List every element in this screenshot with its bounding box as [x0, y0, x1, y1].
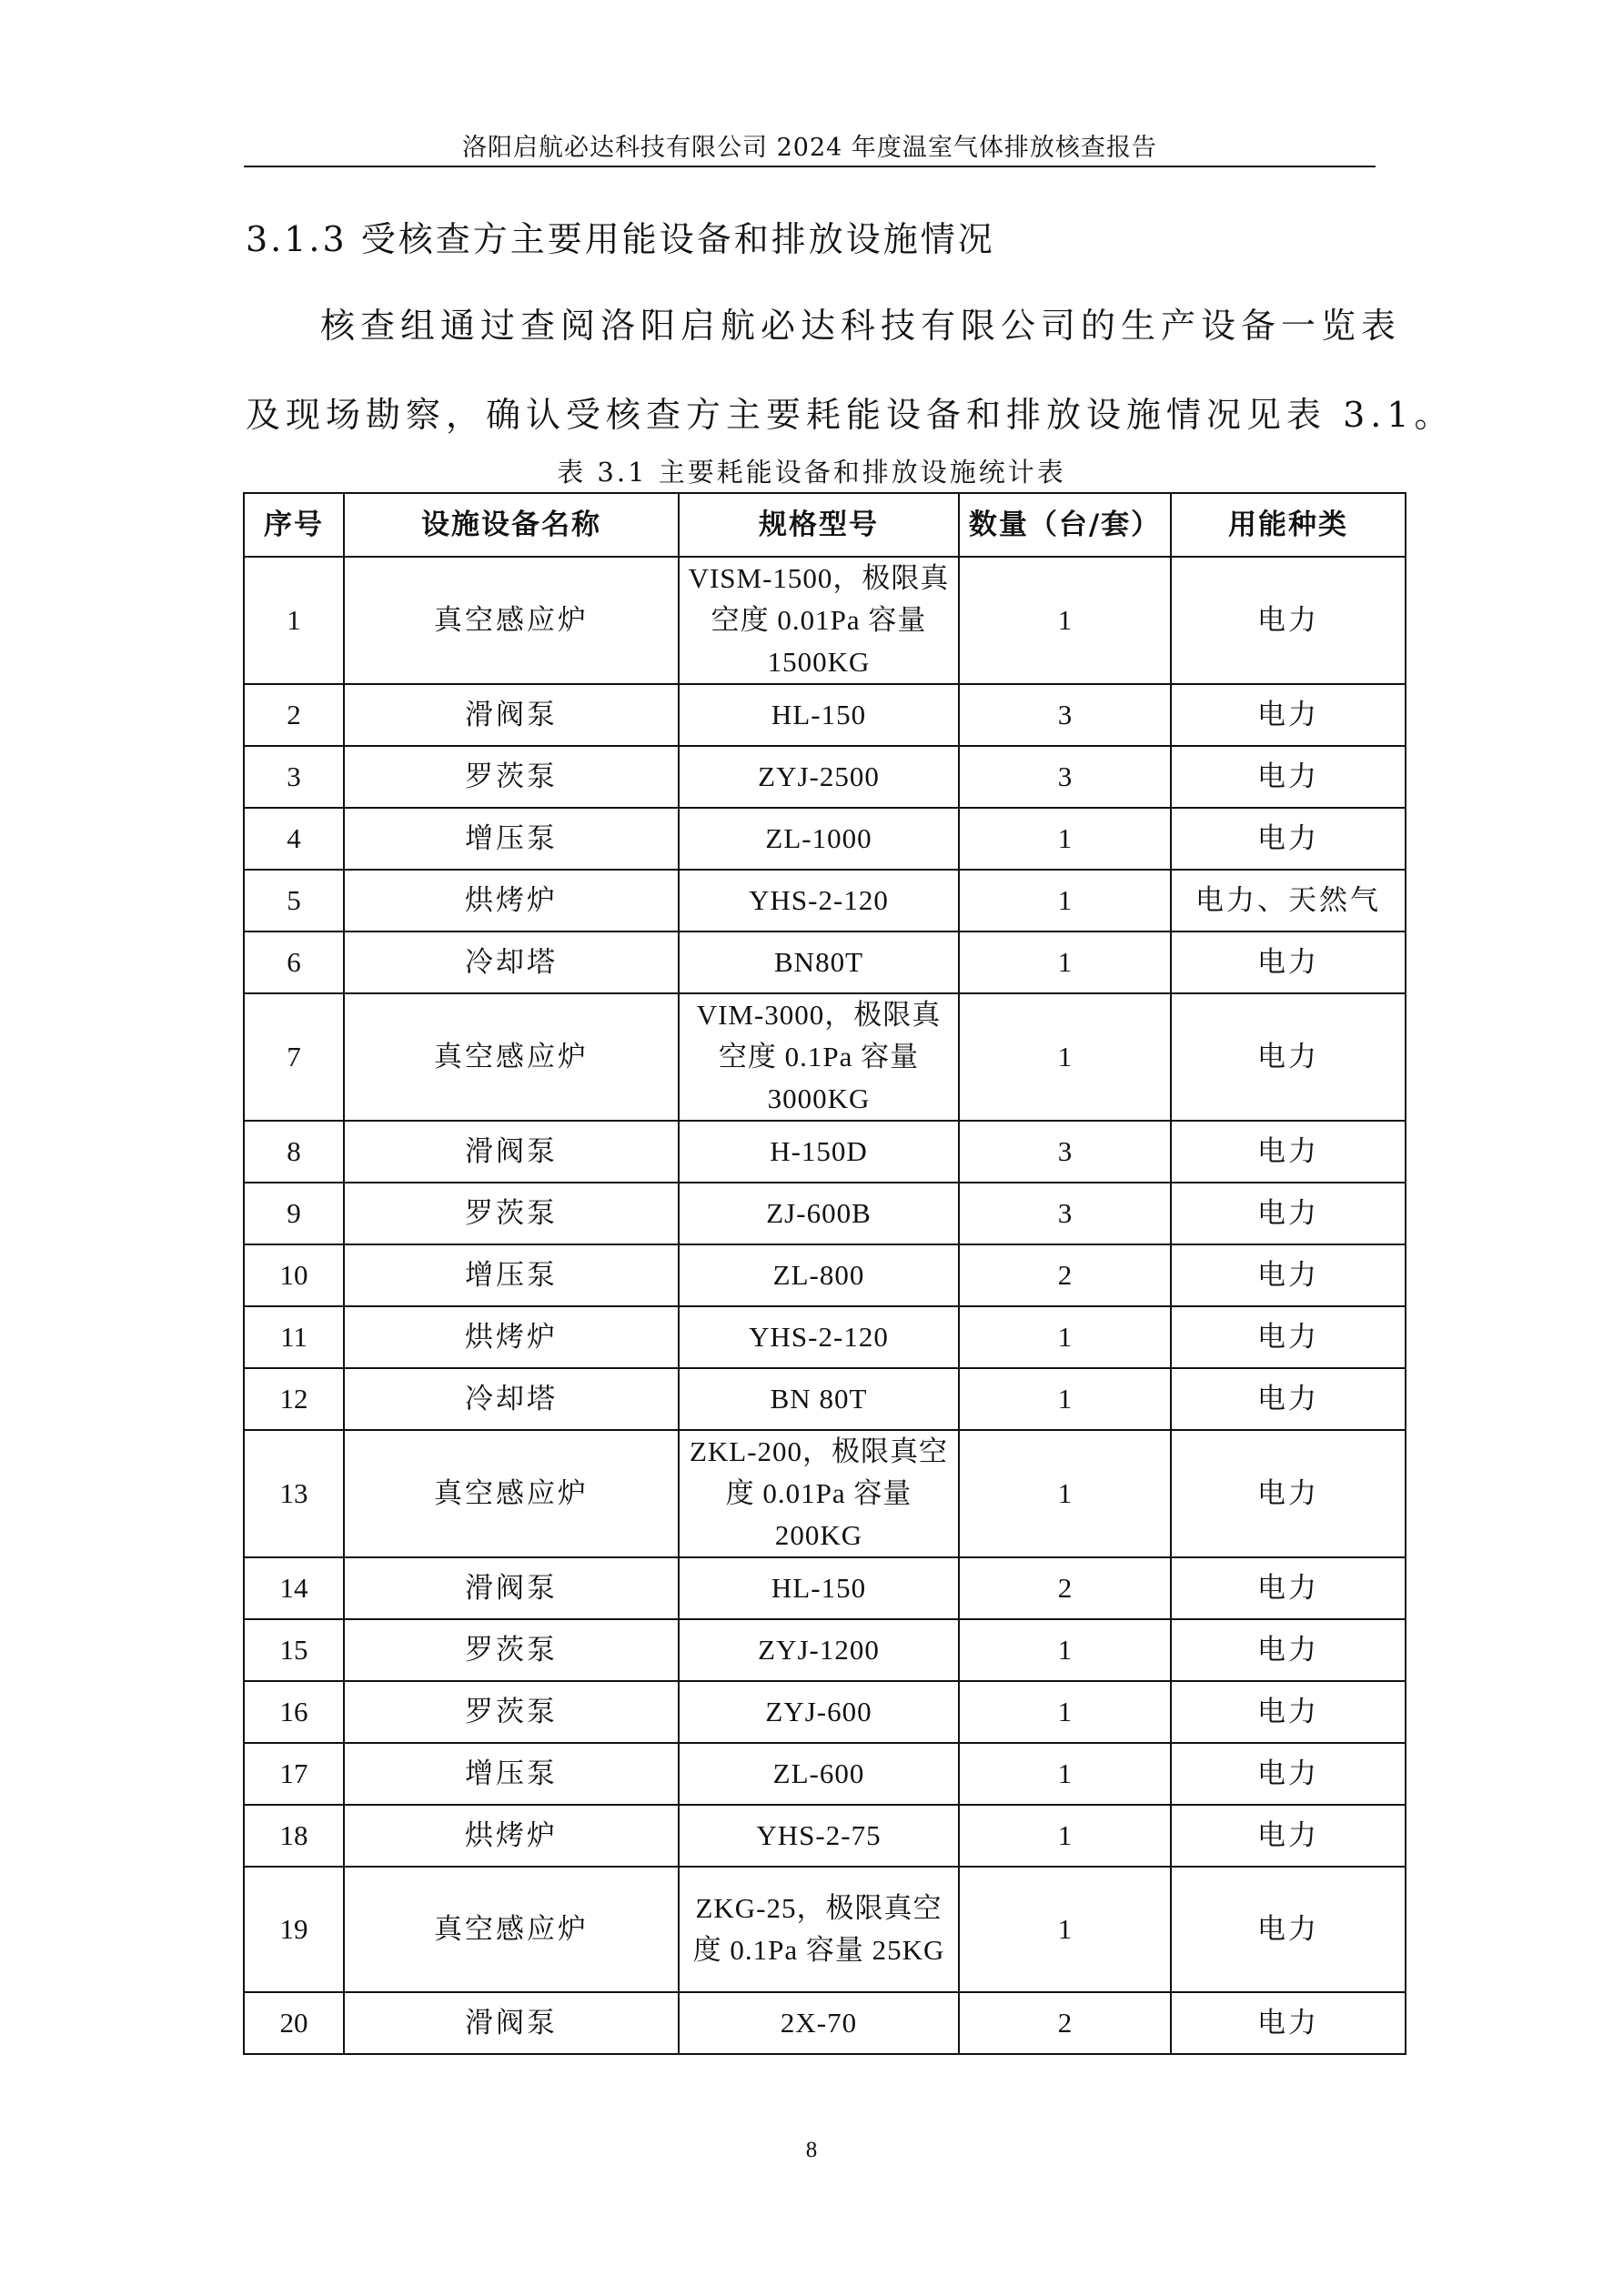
- table-row: [244, 870, 1406, 931]
- cell-seq: 6: [244, 931, 344, 993]
- cell-name: 真空感应炉: [344, 557, 679, 684]
- body-paragraph-line-2: 及现场勘察，确认受核查方主要耗能设备和排放设施情况见表 3.1。: [246, 395, 1455, 435]
- cell-qty: 1: [959, 557, 1171, 684]
- body-paragraph-line-1: 核查组通过查阅洛阳启航必达科技有限公司的生产设备一览表: [320, 306, 1402, 346]
- column-header-qty: 数量（台/套）: [959, 493, 1171, 557]
- table-header-row: [244, 493, 1406, 557]
- cell-energy: 电力: [1171, 1244, 1406, 1306]
- cell-name: 罗茨泵: [344, 1681, 679, 1743]
- cell-name: 滑阀泵: [344, 1992, 679, 2054]
- cell-seq: 16: [244, 1681, 344, 1743]
- table-row: [244, 993, 1406, 1121]
- cell-spec: ZYJ-600: [679, 1681, 959, 1743]
- cell-spec: ZL-600: [679, 1743, 959, 1805]
- cell-spec: YHS-2-120: [679, 1306, 959, 1368]
- cell-energy: 电力: [1171, 1430, 1406, 1557]
- table-caption: 表 3.1 主要耗能设备和排放设施统计表: [557, 457, 1066, 488]
- cell-spec: YHS-2-120: [679, 870, 959, 931]
- table-row: [244, 1681, 1406, 1743]
- table-row: [244, 684, 1406, 746]
- cell-energy: 电力: [1171, 931, 1406, 993]
- cell-spec: VIM-3000，极限真空度 0.1Pa 容量 3000KG: [679, 993, 959, 1121]
- cell-spec: ZJ-600B: [679, 1183, 959, 1244]
- cell-qty: 2: [959, 1244, 1171, 1306]
- cell-name: 冷却塔: [344, 1368, 679, 1430]
- cell-qty: 1: [959, 1681, 1171, 1743]
- cell-seq: 3: [244, 746, 344, 808]
- table-row: [244, 1867, 1406, 1992]
- cell-name: 烘烤炉: [344, 870, 679, 931]
- cell-name: 真空感应炉: [344, 1867, 679, 1992]
- table-row: [244, 1121, 1406, 1183]
- cell-seq: 13: [244, 1430, 344, 1557]
- cell-spec: ZYJ-1200: [679, 1619, 959, 1681]
- cell-name: 罗茨泵: [344, 1619, 679, 1681]
- cell-seq: 18: [244, 1805, 344, 1867]
- cell-energy: 电力: [1171, 1121, 1406, 1183]
- table-row: [244, 1244, 1406, 1306]
- column-header-spec: 规格型号: [679, 493, 959, 557]
- report-header-title: 洛阳启航必达科技有限公司 2024 年度温室气体排放核查报告: [462, 134, 1157, 162]
- table-row: [244, 1619, 1406, 1681]
- cell-qty: 3: [959, 1121, 1171, 1183]
- table-row: [244, 1183, 1406, 1244]
- cell-qty: 1: [959, 931, 1171, 993]
- cell-name: 烘烤炉: [344, 1805, 679, 1867]
- cell-seq: 11: [244, 1306, 344, 1368]
- cell-name: 滑阀泵: [344, 1557, 679, 1619]
- cell-seq: 5: [244, 870, 344, 931]
- cell-qty: 3: [959, 1183, 1171, 1244]
- cell-qty: 1: [959, 993, 1171, 1121]
- cell-seq: 1: [244, 557, 344, 684]
- cell-qty: 2: [959, 1992, 1171, 2054]
- cell-name: 罗茨泵: [344, 746, 679, 808]
- cell-seq: 15: [244, 1619, 344, 1681]
- table-row: [244, 1557, 1406, 1619]
- cell-spec: BN 80T: [679, 1368, 959, 1430]
- table-row: [244, 557, 1406, 684]
- cell-energy: 电力: [1171, 557, 1406, 684]
- cell-seq: 20: [244, 1992, 344, 2054]
- cell-energy: 电力: [1171, 808, 1406, 870]
- table-row: [244, 931, 1406, 993]
- table-row: [244, 1743, 1406, 1805]
- cell-seq: 2: [244, 684, 344, 746]
- cell-qty: 1: [959, 1306, 1171, 1368]
- table-row: [244, 746, 1406, 808]
- cell-name: 增压泵: [344, 808, 679, 870]
- cell-qty: 1: [959, 808, 1171, 870]
- cell-energy: 电力: [1171, 1306, 1406, 1368]
- header-divider: [244, 166, 1376, 167]
- cell-energy: 电力、天然气: [1171, 870, 1406, 931]
- cell-seq: 14: [244, 1557, 344, 1619]
- page-number: 8: [805, 2138, 818, 2162]
- cell-qty: 1: [959, 1867, 1171, 1992]
- cell-energy: 电力: [1171, 1992, 1406, 2054]
- cell-seq: 17: [244, 1743, 344, 1805]
- column-header-seq: 序号: [244, 493, 344, 557]
- cell-spec: 2X-70: [679, 1992, 959, 2054]
- cell-qty: 1: [959, 1743, 1171, 1805]
- cell-name: 冷却塔: [344, 931, 679, 993]
- cell-spec: H-150D: [679, 1121, 959, 1183]
- cell-qty: 3: [959, 746, 1171, 808]
- cell-seq: 8: [244, 1121, 344, 1183]
- equipment-table: [243, 492, 1406, 2055]
- cell-spec: ZYJ-2500: [679, 746, 959, 808]
- cell-name: 罗茨泵: [344, 1183, 679, 1244]
- cell-qty: 1: [959, 870, 1171, 931]
- cell-spec: YHS-2-75: [679, 1805, 959, 1867]
- table-row: [244, 1306, 1406, 1368]
- cell-seq: 12: [244, 1368, 344, 1430]
- cell-energy: 电力: [1171, 993, 1406, 1121]
- cell-seq: 9: [244, 1183, 344, 1244]
- cell-spec: ZKL-200，极限真空度 0.01Pa 容量 200KG: [679, 1430, 959, 1557]
- cell-name: 增压泵: [344, 1743, 679, 1805]
- cell-name: 真空感应炉: [344, 1430, 679, 1557]
- table-row: [244, 1992, 1406, 2054]
- cell-spec: VISM-1500，极限真空度 0.01Pa 容量 1500KG: [679, 557, 959, 684]
- table-row: [244, 1430, 1406, 1557]
- cell-qty: 3: [959, 684, 1171, 746]
- cell-seq: 19: [244, 1867, 344, 1992]
- cell-energy: 电力: [1171, 1619, 1406, 1681]
- cell-spec: HL-150: [679, 684, 959, 746]
- cell-energy: 电力: [1171, 1368, 1406, 1430]
- cell-name: 真空感应炉: [344, 993, 679, 1121]
- cell-name: 增压泵: [344, 1244, 679, 1306]
- cell-name: 滑阀泵: [344, 1121, 679, 1183]
- cell-seq: 10: [244, 1244, 344, 1306]
- cell-name: 滑阀泵: [344, 684, 679, 746]
- cell-energy: 电力: [1171, 684, 1406, 746]
- cell-energy: 电力: [1171, 1743, 1406, 1805]
- table-row: [244, 1368, 1406, 1430]
- cell-qty: 1: [959, 1430, 1171, 1557]
- cell-qty: 2: [959, 1557, 1171, 1619]
- cell-spec: ZL-1000: [679, 808, 959, 870]
- cell-energy: 电力: [1171, 1183, 1406, 1244]
- column-header-energy: 用能种类: [1171, 493, 1406, 557]
- section-heading: 3.1.3 受核查方主要用能设备和排放设施情况: [246, 219, 995, 259]
- cell-qty: 1: [959, 1619, 1171, 1681]
- cell-energy: 电力: [1171, 1557, 1406, 1619]
- cell-spec: ZKG-25，极限真空度 0.1Pa 容量 25KG: [679, 1867, 959, 1992]
- cell-qty: 1: [959, 1368, 1171, 1430]
- cell-name: 烘烤炉: [344, 1306, 679, 1368]
- cell-energy: 电力: [1171, 746, 1406, 808]
- cell-qty: 1: [959, 1805, 1171, 1867]
- cell-seq: 7: [244, 993, 344, 1121]
- cell-energy: 电力: [1171, 1805, 1406, 1867]
- cell-energy: 电力: [1171, 1681, 1406, 1743]
- cell-spec: BN80T: [679, 931, 959, 993]
- cell-energy: 电力: [1171, 1867, 1406, 1992]
- cell-spec: ZL-800: [679, 1244, 959, 1306]
- cell-spec: HL-150: [679, 1557, 959, 1619]
- table-row: [244, 808, 1406, 870]
- column-header-name: 设施设备名称: [344, 493, 679, 557]
- table-row: [244, 1805, 1406, 1867]
- cell-seq: 4: [244, 808, 344, 870]
